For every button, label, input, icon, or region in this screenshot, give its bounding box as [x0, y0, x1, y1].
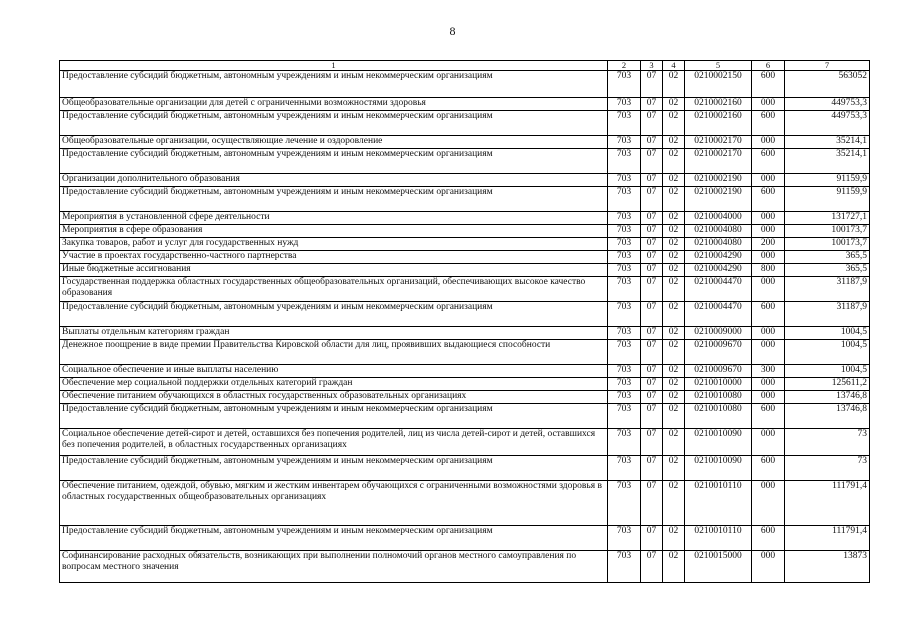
- row-amount: 365,5: [785, 251, 870, 264]
- row-code-admin: 703: [608, 136, 641, 149]
- row-description: Социальное обеспечение и иные выплаты населению: [60, 365, 608, 378]
- row-code-expense-type: 000: [752, 98, 785, 111]
- row-amount: 73: [785, 429, 870, 456]
- row-code-subsection: 02: [663, 551, 685, 583]
- row-code-target: 0210010000: [685, 378, 752, 391]
- row-code-target: 0210004000: [685, 212, 752, 225]
- row-code-section: 07: [641, 340, 663, 365]
- row-description: Предоставление субсидий бюджетным, автономным учреждениям и иным некоммерческим организациям: [60, 456, 608, 481]
- row-code-expense-type: 000: [752, 225, 785, 238]
- row-code-expense-type: 000: [752, 378, 785, 391]
- row-amount: 1004,5: [785, 365, 870, 378]
- row-code-admin: 703: [608, 149, 641, 174]
- row-code-expense-type: 000: [752, 429, 785, 456]
- row-code-admin: 703: [608, 71, 641, 98]
- row-code-expense-type: 200: [752, 238, 785, 251]
- row-code-admin: 703: [608, 251, 641, 264]
- row-amount: 125611,2: [785, 378, 870, 391]
- row-code-target: 0210004080: [685, 225, 752, 238]
- table-row: [60, 340, 870, 365]
- row-code-subsection: 02: [663, 71, 685, 98]
- row-code-admin: 703: [608, 111, 641, 136]
- row-description: Денежное поощрение в виде премии Правительства Кировской области для лиц, проявивших выдающиеся способности: [60, 340, 608, 365]
- row-code-expense-type: 300: [752, 365, 785, 378]
- row-code-target: 0210002150: [685, 71, 752, 98]
- row-description: Выплаты отдельным категориям граждан: [60, 327, 608, 340]
- row-code-admin: 703: [608, 456, 641, 481]
- row-code-section: 07: [641, 187, 663, 212]
- row-code-subsection: 02: [663, 98, 685, 111]
- row-code-target: 0210004470: [685, 277, 752, 302]
- row-code-expense-type: 600: [752, 404, 785, 429]
- row-description: Предоставление субсидий бюджетным, автономным учреждениям и иным некоммерческим организациям: [60, 71, 608, 98]
- table-row: [60, 456, 870, 481]
- table-row: [60, 71, 870, 98]
- row-code-target: 0210010080: [685, 391, 752, 404]
- row-code-section: 07: [641, 526, 663, 551]
- row-code-section: 07: [641, 149, 663, 174]
- row-amount: 111791,4: [785, 526, 870, 551]
- row-code-admin: 703: [608, 327, 641, 340]
- row-code-admin: 703: [608, 277, 641, 302]
- table-row: [60, 327, 870, 340]
- row-code-subsection: 02: [663, 136, 685, 149]
- column-header: 3: [641, 61, 663, 71]
- table-row: [60, 551, 870, 583]
- row-amount: 35214,1: [785, 149, 870, 174]
- row-code-admin: 703: [608, 378, 641, 391]
- row-code-expense-type: 000: [752, 340, 785, 365]
- row-code-section: 07: [641, 378, 663, 391]
- row-description: Мероприятия в установленной сфере деятельности: [60, 212, 608, 225]
- row-code-admin: 703: [608, 238, 641, 251]
- row-code-section: 07: [641, 429, 663, 456]
- table-row: [60, 391, 870, 404]
- row-description: Обеспечение питанием, одеждой, обувью, мягким и жестким инвентарем обучающихся с ограниченными возможностями здоровья в областных государственных общеобразовательных организациях: [60, 481, 608, 526]
- table-row: [60, 98, 870, 111]
- row-code-section: 07: [641, 264, 663, 277]
- table-row: [60, 264, 870, 277]
- row-code-admin: 703: [608, 212, 641, 225]
- row-code-subsection: 02: [663, 238, 685, 251]
- row-amount: 91159,9: [785, 174, 870, 187]
- row-amount: 31187,9: [785, 277, 870, 302]
- row-code-expense-type: 600: [752, 71, 785, 98]
- row-code-subsection: 02: [663, 251, 685, 264]
- table-row: [60, 238, 870, 251]
- row-code-subsection: 02: [663, 327, 685, 340]
- row-code-section: 07: [641, 277, 663, 302]
- row-code-target: 0210002170: [685, 149, 752, 174]
- row-code-target: 0210010110: [685, 526, 752, 551]
- row-code-admin: 703: [608, 551, 641, 583]
- row-amount: 13746,8: [785, 404, 870, 429]
- row-code-subsection: 02: [663, 429, 685, 456]
- row-code-subsection: 02: [663, 404, 685, 429]
- row-amount: 1004,5: [785, 340, 870, 365]
- row-code-admin: 703: [608, 340, 641, 365]
- row-code-section: 07: [641, 327, 663, 340]
- row-code-admin: 703: [608, 391, 641, 404]
- row-code-expense-type: 600: [752, 456, 785, 481]
- table-row: [60, 111, 870, 136]
- row-code-admin: 703: [608, 429, 641, 456]
- table-row: [60, 526, 870, 551]
- row-code-subsection: 02: [663, 302, 685, 327]
- row-code-expense-type: 600: [752, 111, 785, 136]
- row-code-expense-type: 000: [752, 174, 785, 187]
- row-description: Иные бюджетные ассигнования: [60, 264, 608, 277]
- row-code-section: 07: [641, 212, 663, 225]
- row-code-target: 0210010080: [685, 404, 752, 429]
- row-amount: 73: [785, 456, 870, 481]
- row-description: Предоставление субсидий бюджетным, автономным учреждениям и иным некоммерческим организациям: [60, 111, 608, 136]
- row-code-expense-type: 600: [752, 187, 785, 212]
- row-amount: 1004,5: [785, 327, 870, 340]
- row-code-target: 0210004470: [685, 302, 752, 327]
- row-amount: 100173,7: [785, 238, 870, 251]
- table-row: [60, 378, 870, 391]
- row-code-subsection: 02: [663, 481, 685, 526]
- row-code-target: 0210004290: [685, 251, 752, 264]
- row-description: Общеобразовательные организации для детей с ограниченными возможностями здоровья: [60, 98, 608, 111]
- row-description: Мероприятия в сфере образования: [60, 225, 608, 238]
- row-code-section: 07: [641, 98, 663, 111]
- column-header: 7: [785, 61, 870, 71]
- row-code-admin: 703: [608, 404, 641, 429]
- row-code-subsection: 02: [663, 526, 685, 551]
- row-code-section: 07: [641, 111, 663, 136]
- row-code-expense-type: 000: [752, 391, 785, 404]
- row-code-subsection: 02: [663, 212, 685, 225]
- row-code-target: 0210004290: [685, 264, 752, 277]
- row-code-expense-type: 000: [752, 212, 785, 225]
- budget-table: [59, 60, 870, 583]
- table-row: [60, 302, 870, 327]
- row-code-section: 07: [641, 365, 663, 378]
- row-code-expense-type: 000: [752, 481, 785, 526]
- row-code-admin: 703: [608, 526, 641, 551]
- row-code-expense-type: 800: [752, 264, 785, 277]
- table-row: [60, 251, 870, 264]
- row-amount: 100173,7: [785, 225, 870, 238]
- row-code-target: 0210015000: [685, 551, 752, 583]
- row-code-admin: 703: [608, 365, 641, 378]
- row-description: Социальное обеспечение детей-сирот и детей, оставшихся без попечения родителей, лиц из числа детей-сирот и детей, оставшихся без попечения родителей, в областных государственных организациях: [60, 429, 608, 456]
- row-description: Софинансирование расходных обязательств, возникающих при выполнении полномочий органов местного самоуправления по вопросам местного значения: [60, 551, 608, 583]
- row-description: Организации дополнительного образования: [60, 174, 608, 187]
- table-row: [60, 187, 870, 212]
- row-code-target: 0210002160: [685, 111, 752, 136]
- table-row: [60, 481, 870, 526]
- row-code-subsection: 02: [663, 225, 685, 238]
- row-code-section: 07: [641, 302, 663, 327]
- row-code-expense-type: 600: [752, 526, 785, 551]
- row-amount: 91159,9: [785, 187, 870, 212]
- row-code-subsection: 02: [663, 456, 685, 481]
- row-code-subsection: 02: [663, 149, 685, 174]
- row-code-admin: 703: [608, 481, 641, 526]
- row-code-subsection: 02: [663, 391, 685, 404]
- column-header: 4: [663, 61, 685, 71]
- row-code-subsection: 02: [663, 264, 685, 277]
- row-description: Закупка товаров, работ и услуг для государственных нужд: [60, 238, 608, 251]
- row-code-section: 07: [641, 391, 663, 404]
- row-code-section: 07: [641, 551, 663, 583]
- row-code-target: 0210002170: [685, 136, 752, 149]
- row-code-subsection: 02: [663, 174, 685, 187]
- row-code-admin: 703: [608, 174, 641, 187]
- column-header: 5: [685, 61, 752, 71]
- row-description: Общеобразовательные организации, осуществляющие лечение и оздоровление: [60, 136, 608, 149]
- row-code-section: 07: [641, 174, 663, 187]
- row-code-subsection: 02: [663, 340, 685, 365]
- table-row: [60, 365, 870, 378]
- row-code-subsection: 02: [663, 378, 685, 391]
- row-code-section: 07: [641, 136, 663, 149]
- row-code-expense-type: 000: [752, 327, 785, 340]
- table-row: [60, 225, 870, 238]
- row-code-admin: 703: [608, 302, 641, 327]
- row-code-target: 0210010110: [685, 481, 752, 526]
- column-header: 6: [752, 61, 785, 71]
- row-code-section: 07: [641, 225, 663, 238]
- row-code-expense-type: 000: [752, 277, 785, 302]
- row-description: Предоставление субсидий бюджетным, автономным учреждениям и иным некоммерческим организациям: [60, 526, 608, 551]
- row-code-section: 07: [641, 251, 663, 264]
- row-description: Предоставление субсидий бюджетным, автономным учреждениям и иным некоммерческим организациям: [60, 302, 608, 327]
- row-description: Обеспечение питанием обучающихся в областных государственных образовательных организациях: [60, 391, 608, 404]
- row-code-section: 07: [641, 481, 663, 526]
- row-description: Участие в проектах государственно-частного партнерства: [60, 251, 608, 264]
- column-header: 1: [60, 61, 608, 71]
- row-code-subsection: 02: [663, 187, 685, 212]
- table-row: [60, 277, 870, 302]
- row-code-target: 0210010090: [685, 429, 752, 456]
- row-amount: 449753,3: [785, 98, 870, 111]
- row-description: Обеспечение мер социальной поддержки отдельных категорий граждан: [60, 378, 608, 391]
- row-code-admin: 703: [608, 98, 641, 111]
- row-description: Предоставление субсидий бюджетным, автономным учреждениям и иным некоммерческим организациям: [60, 187, 608, 212]
- row-description: Предоставление субсидий бюджетным, автономным учреждениям и иным некоммерческим организациям: [60, 149, 608, 174]
- row-code-admin: 703: [608, 225, 641, 238]
- row-code-expense-type: 600: [752, 302, 785, 327]
- row-code-target: 0210002190: [685, 174, 752, 187]
- row-code-admin: 703: [608, 264, 641, 277]
- row-amount: 449753,3: [785, 111, 870, 136]
- table-row: [60, 174, 870, 187]
- row-code-section: 07: [641, 71, 663, 98]
- row-code-target: 0210009670: [685, 340, 752, 365]
- row-code-target: 0210009670: [685, 365, 752, 378]
- row-amount: 35214,1: [785, 136, 870, 149]
- row-amount: 365,5: [785, 264, 870, 277]
- row-code-admin: 703: [608, 187, 641, 212]
- row-code-expense-type: 000: [752, 251, 785, 264]
- table-row: [60, 212, 870, 225]
- table-row: [60, 149, 870, 174]
- row-code-section: 07: [641, 404, 663, 429]
- row-description: Предоставление субсидий бюджетным, автономным учреждениям и иным некоммерческим организациям: [60, 404, 608, 429]
- row-amount: 13746,8: [785, 391, 870, 404]
- page-number: 8: [449, 24, 456, 38]
- row-amount: 563052: [785, 71, 870, 98]
- row-code-target: 0210004080: [685, 238, 752, 251]
- table-row: [60, 404, 870, 429]
- row-code-target: 0210010090: [685, 456, 752, 481]
- row-code-subsection: 02: [663, 111, 685, 136]
- table-row: [60, 136, 870, 149]
- row-code-section: 07: [641, 238, 663, 251]
- table-row: [60, 429, 870, 456]
- row-code-subsection: 02: [663, 277, 685, 302]
- row-code-expense-type: 600: [752, 149, 785, 174]
- row-description: Государственная поддержка областных государственных общеобразовательных организаций, обеспечивающих высокое качество образования: [60, 277, 608, 302]
- column-header: 2: [608, 61, 641, 71]
- row-amount: 13873: [785, 551, 870, 583]
- row-code-target: 0210009000: [685, 327, 752, 340]
- header-row: [60, 61, 870, 71]
- row-code-section: 07: [641, 456, 663, 481]
- row-code-subsection: 02: [663, 365, 685, 378]
- row-amount: 131727,1: [785, 212, 870, 225]
- row-amount: 111791,4: [785, 481, 870, 526]
- row-amount: 31187,9: [785, 302, 870, 327]
- row-code-target: 0210002160: [685, 98, 752, 111]
- row-code-target: 0210002190: [685, 187, 752, 212]
- row-code-expense-type: 000: [752, 136, 785, 149]
- row-code-expense-type: 000: [752, 551, 785, 583]
